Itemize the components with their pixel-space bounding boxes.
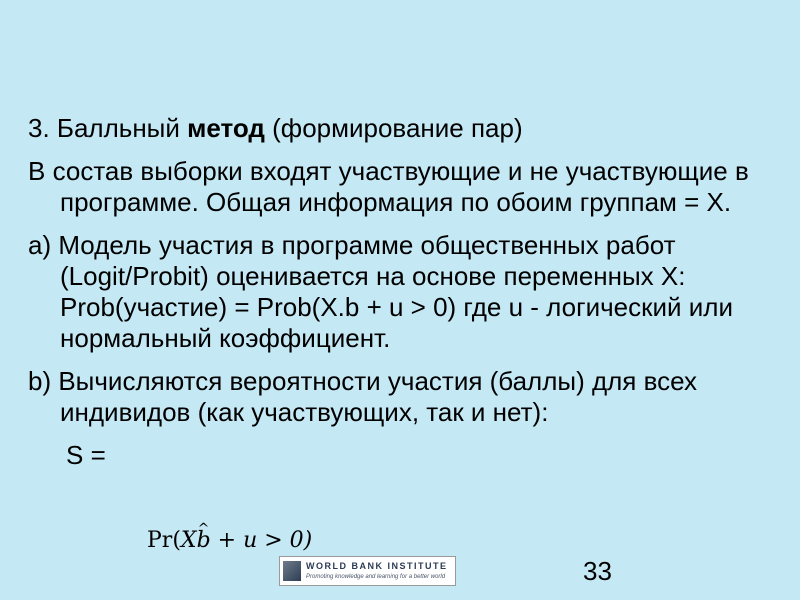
logo-tagline: Promoting knowledge and learning for a better world [306, 574, 446, 580]
title-text-bold: метод [187, 113, 265, 143]
formula-rest: + u > 0) [210, 528, 313, 553]
title-text-post: (формирование пар) [264, 113, 523, 143]
logo-icon [283, 561, 301, 581]
paragraph-sample: В состав выборки входят участвующие и не участвующие в программе. Общая информация по обоим группам = X. [28, 156, 749, 217]
score-label: S = [66, 440, 106, 470]
formula-pr: Pr( [147, 528, 181, 553]
slide-title [28, 113, 768, 144]
world-bank-institute-logo [279, 556, 456, 586]
slide-content [28, 113, 768, 483]
probability-formula [147, 528, 312, 554]
formula-x: X [180, 528, 197, 553]
logo-name: WORLD BANK INSTITUTE [306, 561, 448, 571]
paragraph-model: a) Модель участия в программе общественных работ (Logit/Probit) оценивается на основе переменных X: Prob(участие) = Prob(X.b + u > 0) где u - логический или нормальный коэффициент. [28, 230, 733, 353]
page-number: 33 [583, 556, 612, 586]
paragraph-scores: b) Вычисляются вероятности участия (баллы) для всех индивидов (как участвующих, так и нет): [28, 366, 698, 427]
title-text-pre: 3. Балльный [28, 113, 188, 143]
formula-b-hat: ^ b [197, 528, 211, 554]
